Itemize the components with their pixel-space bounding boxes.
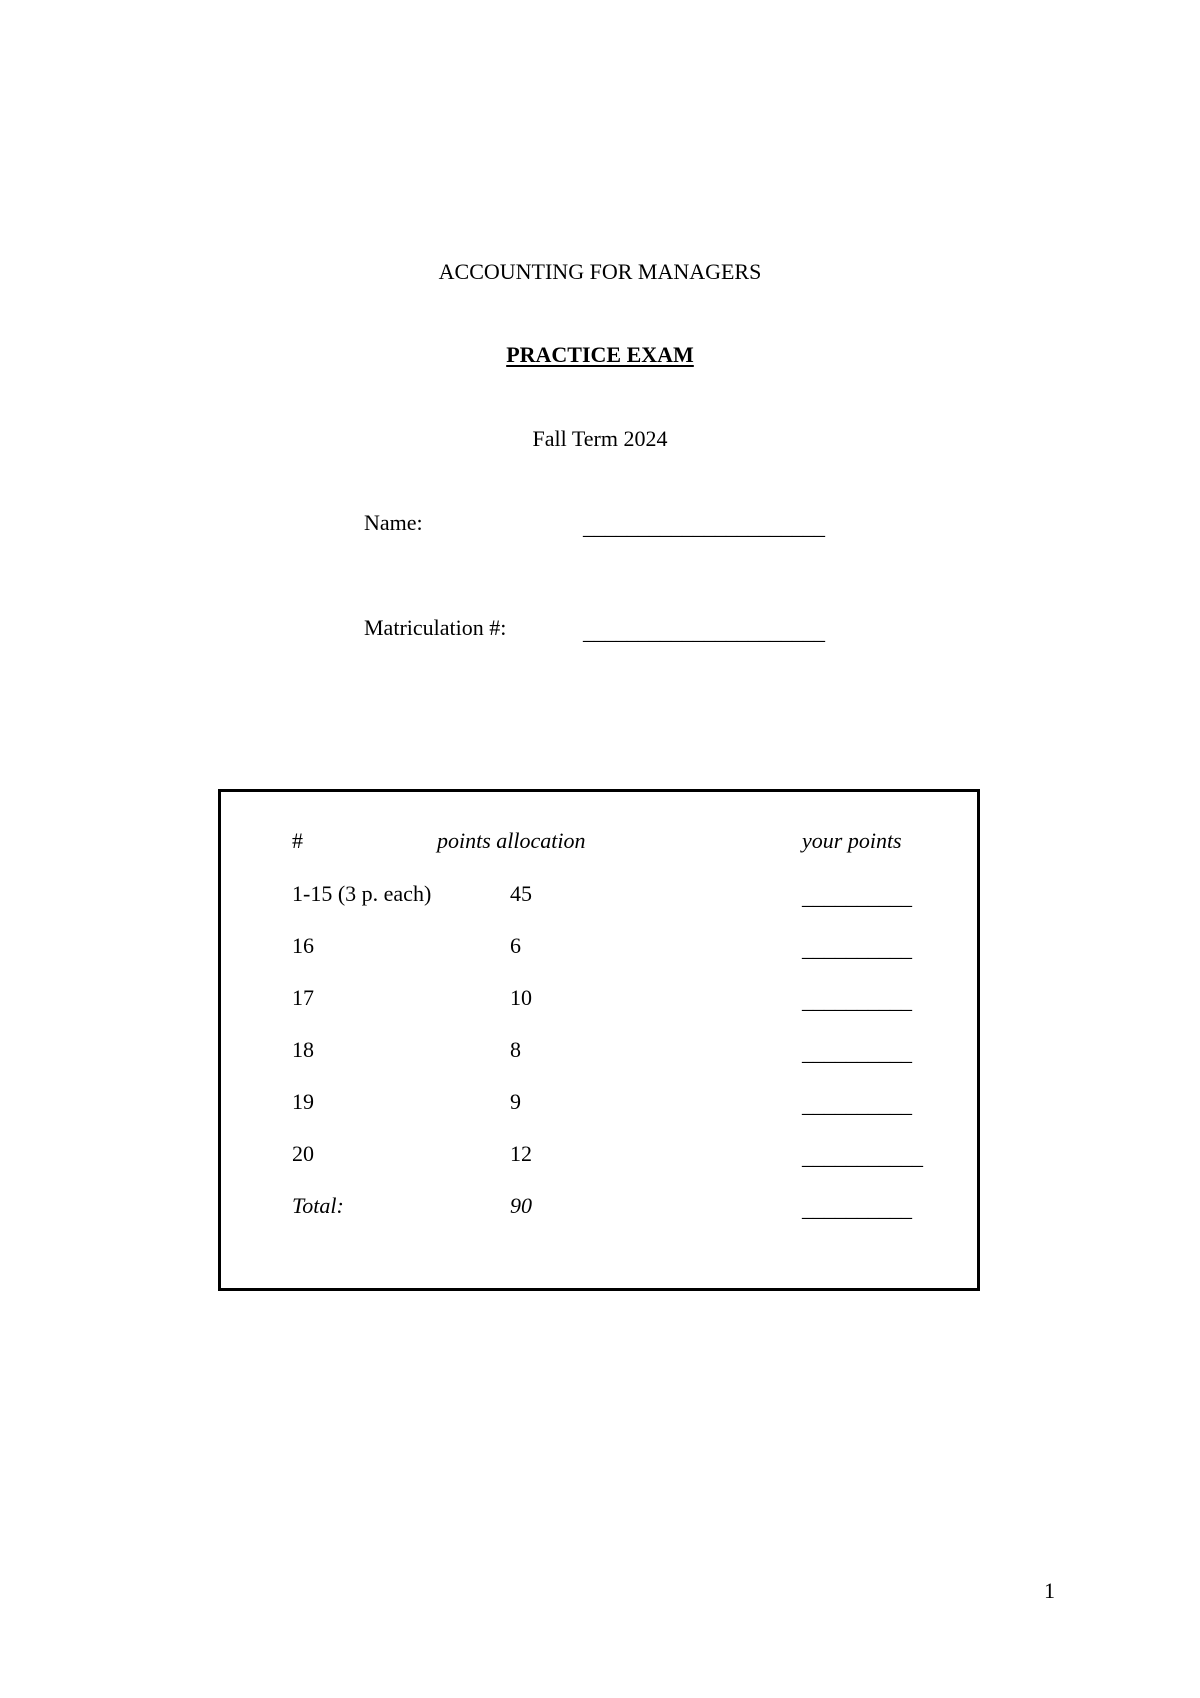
row-your-points-field[interactable]: __________: [802, 884, 912, 909]
row-number: 16: [292, 933, 314, 958]
row-points: 6: [510, 933, 521, 958]
header-number: #: [292, 828, 303, 853]
total-points: 90: [510, 1193, 532, 1218]
row-points: 45: [510, 881, 532, 906]
row-points: 8: [510, 1037, 521, 1062]
row-number: 18: [292, 1037, 314, 1062]
exam-term: Fall Term 2024: [532, 426, 668, 451]
exam-title: PRACTICE EXAM: [506, 342, 694, 367]
row-number: 20: [292, 1141, 314, 1166]
matriculation-field[interactable]: ______________________: [583, 619, 825, 644]
row-your-points-field[interactable]: ___________: [802, 1144, 923, 1169]
total-your-points-field[interactable]: __________: [802, 1196, 912, 1221]
course-title: ACCOUNTING FOR MANAGERS: [438, 259, 762, 284]
name-label: Name:: [364, 510, 423, 535]
row-your-points-field[interactable]: __________: [802, 936, 912, 961]
name-field[interactable]: ______________________: [583, 514, 825, 539]
total-label: Total:: [292, 1193, 344, 1218]
row-number: 1-15 (3 p. each): [292, 881, 432, 906]
row-your-points-field[interactable]: __________: [802, 1092, 912, 1117]
matriculation-label: Matriculation #:: [364, 615, 507, 640]
row-your-points-field[interactable]: __________: [802, 988, 912, 1013]
score-table: [218, 789, 980, 1291]
row-points: 10: [510, 985, 532, 1010]
row-your-points-field[interactable]: __________: [802, 1040, 912, 1065]
row-points: 12: [510, 1141, 532, 1166]
page-number: 1: [1044, 1578, 1055, 1603]
row-points: 9: [510, 1089, 521, 1114]
header-your-points: your points: [802, 828, 902, 853]
header-points-allocation: points allocation: [437, 828, 586, 853]
row-number: 19: [292, 1089, 314, 1114]
row-number: 17: [292, 985, 314, 1010]
